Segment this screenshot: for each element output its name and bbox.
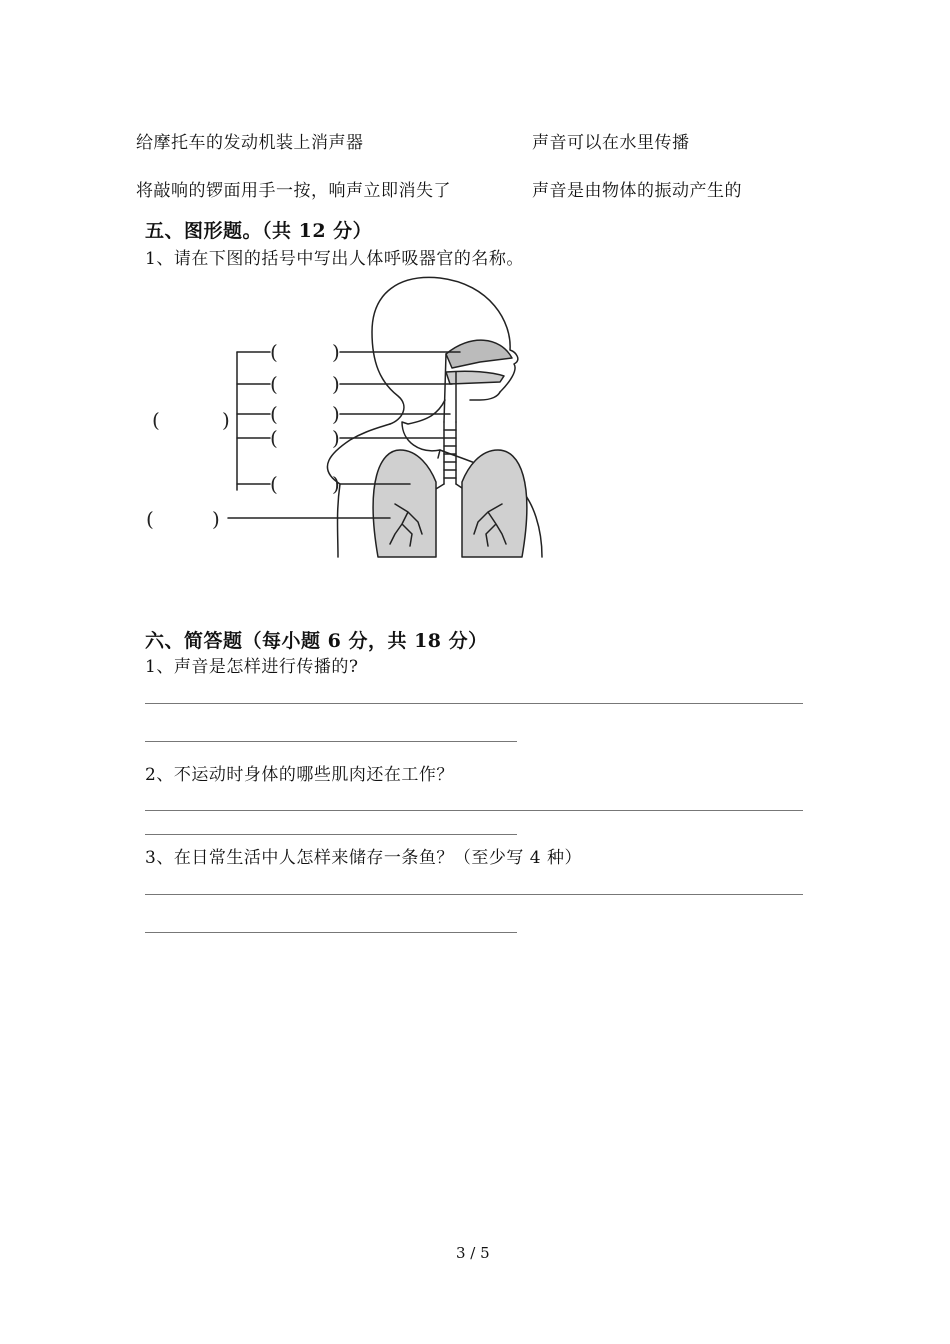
lung-bracket-open[interactable]: ( xyxy=(146,507,154,531)
section6-question-1: 1、声音是怎样进行传播的? xyxy=(145,657,359,677)
bracket-open-5[interactable]: ( xyxy=(270,472,278,496)
section6-question-3: 3、在日常生活中人怎样来储存一条鱼？（至少写 4 种） xyxy=(145,848,582,868)
answer-line-1b[interactable] xyxy=(145,741,517,742)
group-bracket-close: ) xyxy=(222,408,230,432)
bracket-open-4[interactable]: ( xyxy=(270,426,278,450)
group-bracket-open[interactable]: ( xyxy=(152,408,160,432)
bracket-close-4: ) xyxy=(332,426,340,450)
section6-heading: 六、简答题（每小题 6 分，共 18 分） xyxy=(145,630,488,652)
section5-question-1: 1、请在下图的括号中写出人体呼吸器官的名称。 xyxy=(145,249,524,269)
match-right-2: 声音是由物体的振动产生的 xyxy=(532,181,742,201)
answer-line-3a[interactable] xyxy=(145,894,803,895)
answer-line-1a[interactable] xyxy=(145,703,803,704)
match-right-1: 声音可以在水里传播 xyxy=(532,133,690,153)
page-number: 3 / 5 xyxy=(456,1244,490,1262)
match-left-2: 将敲响的锣面用手一按，响声立即消失了 xyxy=(136,181,451,201)
lung-bracket-close: ) xyxy=(212,507,220,531)
bracket-close-5: ) xyxy=(332,472,340,496)
bracket-close-3: ) xyxy=(332,402,340,426)
bracket-close-2: ) xyxy=(332,372,340,396)
match-left-1: 给摩托车的发动机装上消声器 xyxy=(136,133,364,153)
answer-line-2b[interactable] xyxy=(145,834,517,835)
bracket-open-1[interactable]: ( xyxy=(270,340,278,364)
respiratory-system-diagram xyxy=(140,272,590,567)
answer-line-3b[interactable] xyxy=(145,932,517,933)
section6-question-2: 2、不运动时身体的哪些肌肉还在工作？ xyxy=(145,765,454,785)
section5-heading: 五、图形题。（共 12 分） xyxy=(145,220,373,242)
answer-line-2a[interactable] xyxy=(145,810,803,811)
bracket-open-2[interactable]: ( xyxy=(270,372,278,396)
bracket-close-1: ) xyxy=(332,340,340,364)
bracket-open-3[interactable]: ( xyxy=(270,402,278,426)
